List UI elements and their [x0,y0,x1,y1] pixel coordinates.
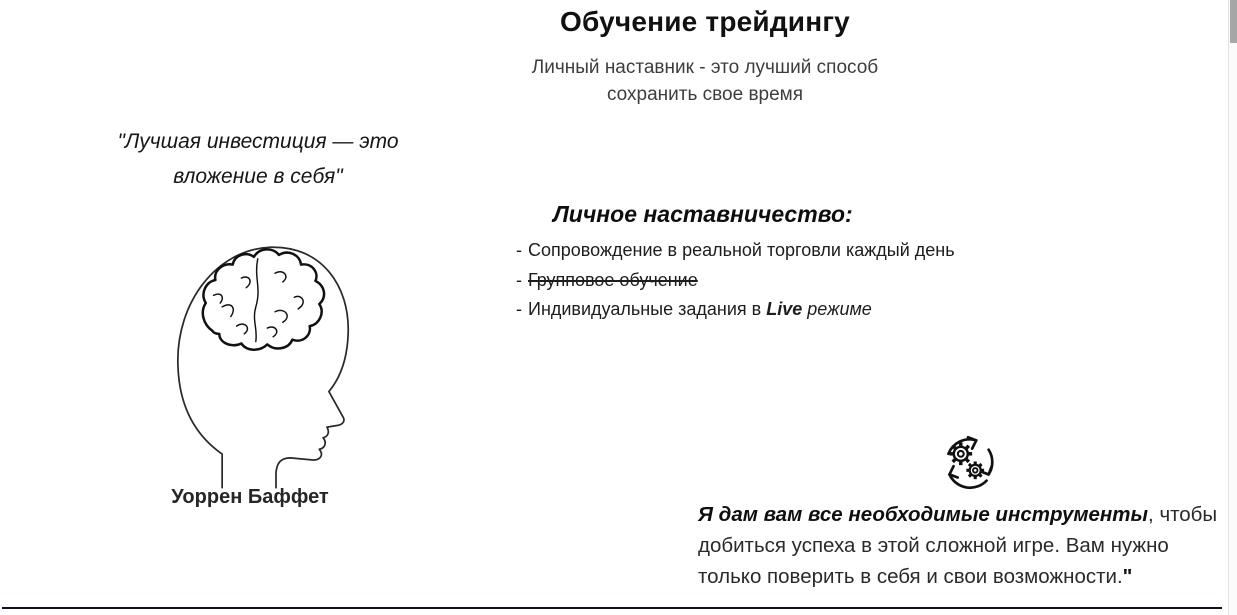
closing-line-3-text: только поверить в себя и свои возможности. [698,565,1123,588]
closing-statement [698,499,1237,592]
scrollbar-track[interactable] [1228,0,1237,615]
closing-line-2: добиться успеха в этой сложной игре. Вам нужно [698,534,1169,557]
closing-line-3 [698,561,1237,592]
list-item [516,236,955,266]
closing-line-1 [698,499,1237,530]
gears-cycle-icon [935,427,1001,493]
header [440,6,970,108]
quote-author: Уоррен Баффет [171,486,329,508]
list-item-text-suffix: режиме [802,299,872,319]
list-item-text-struck: Групповое обучение [528,269,698,290]
mentorship-list [516,236,955,325]
mentorship-heading: Личное наставничество: [553,201,853,227]
buffett-quote [62,124,454,194]
closing-bold-lead: Я дам вам все необходимые инструменты [698,503,1149,526]
quote-line-1: "Лучшая инвестиция — это [117,130,399,153]
scrollbar-thumb[interactable] [1230,0,1237,43]
bullet-dash: - [516,269,522,290]
closing-end-quote: " [1122,565,1133,588]
bullet-dash: - [516,299,522,319]
subtitle-line-2: сохранить свое время [606,84,804,105]
list-item-text: Сопровождение в реальной торговли каждый день [528,240,955,260]
page-title: Обучение трейдингу [560,6,850,37]
list-item-text: Индивидуальные задания в [528,299,767,319]
page-subtitle [440,54,970,108]
quote-line-2: вложение в себя" [173,165,343,188]
head-brain-figure [150,220,352,490]
subtitle-line-1: Личный наставник - это лучший способ [531,57,879,78]
bullet-dash: - [516,240,522,260]
section-divider-line [2,607,1222,609]
head-profile-brain-icon [150,220,352,490]
closing-after-lead: , чтобы [1148,503,1218,526]
list-item [516,266,955,296]
list-item-live-label: Live [766,299,803,319]
list-item [516,295,955,325]
